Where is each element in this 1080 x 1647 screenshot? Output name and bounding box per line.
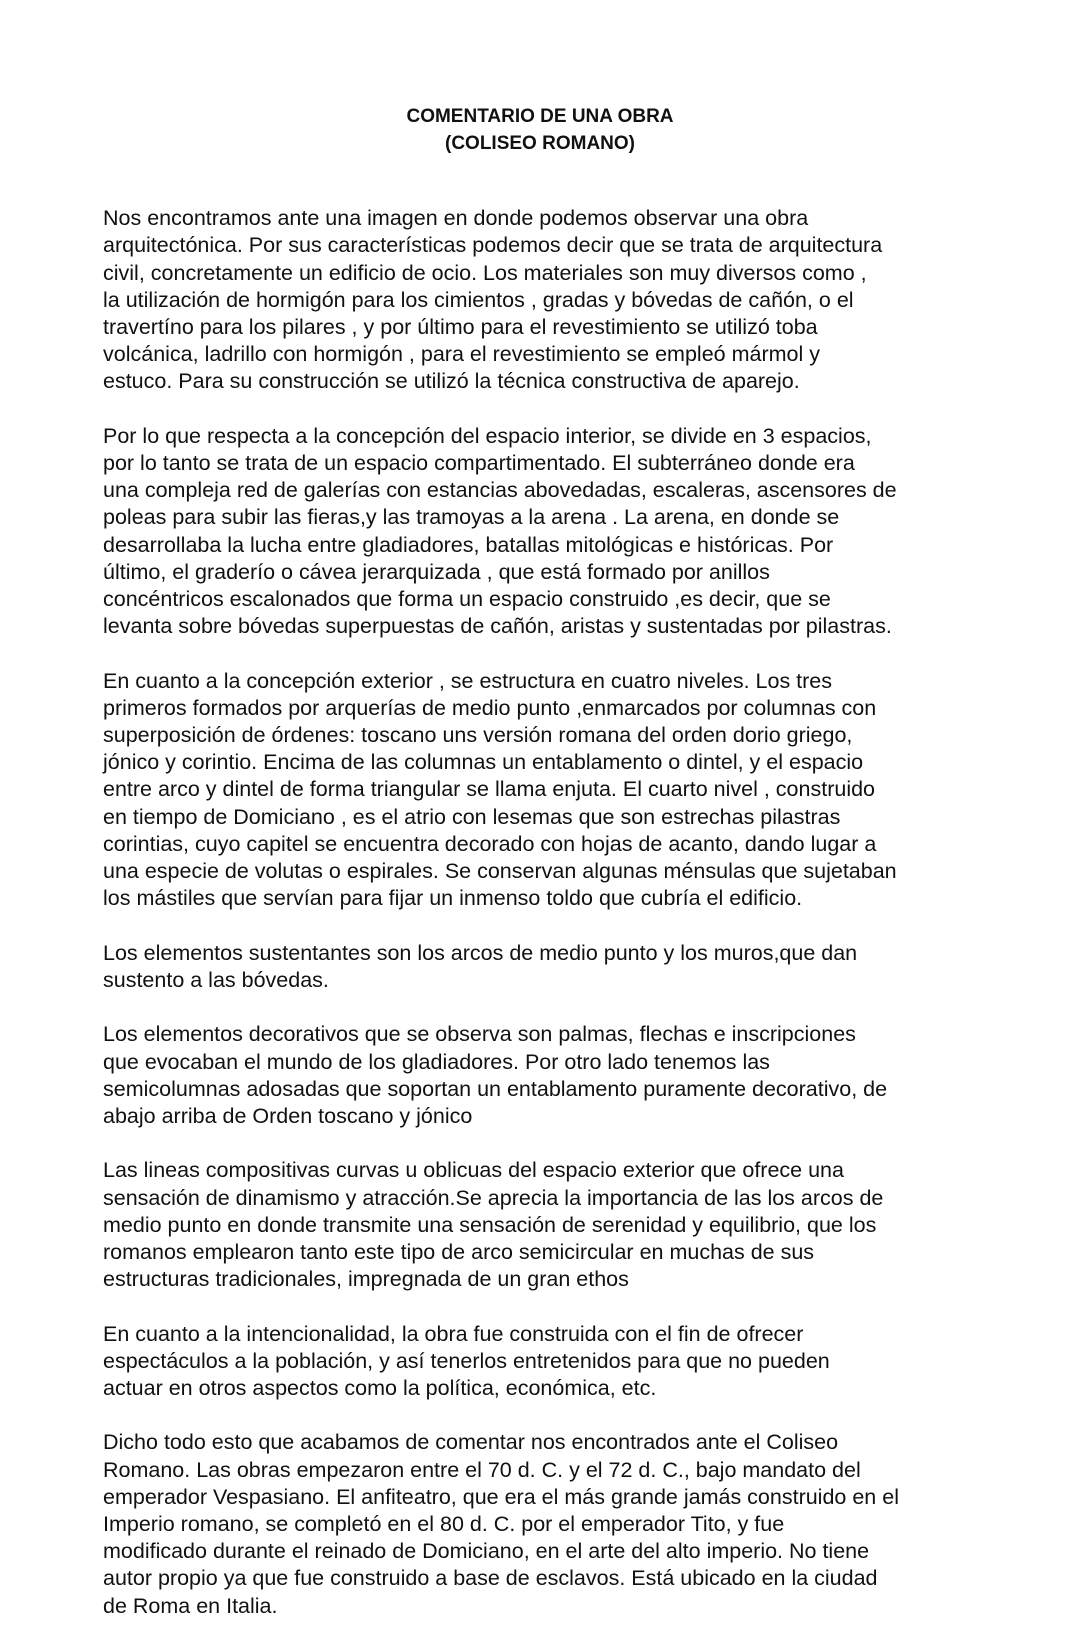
paragraph-intentionality: En cuanto a la intencionalidad, la obra fue construida con el fin de ofrecer espectáculos a la población, y así tenerlos entretenidos para que no pueden actuar en otros aspectos como la política, económica, etc. [103, 1321, 830, 1400]
document-body [103, 178, 988, 1647]
paragraph-decorative-elements: Los elementos decorativos que se observa son palmas, flechas e inscripciones que evocaban el mundo de los gladiadores. Por otro lado tenemos las semicolumnas adosadas que soportan un entablamento puramente decorativo, de abajo arriba de Orden toscano y jónico [103, 1022, 888, 1128]
paragraph-composition-lines: Las lineas compositivas curvas u oblicuas del espacio exterior que ofrece una sensación de dinamismo y atracción.Se aprecia la importancia de las los arcos de medio punto en donde transmite una sensación de serenidad y equilibrio, que los romanos emplearon tanto este tipo de arco semicircular en muchas de sus estructuras tradicionales, impregnada de un gran ethos [103, 1158, 884, 1292]
paragraph-interior-space: Por lo que respecta a la concepción del espacio interior, se divide en 3 espacios, por lo tanto se trata de un espacio compartimentado. El subterráneo donde era una compleja red de galerías con estancias abovedadas, escaleras, ascensores de poleas para subir las fieras,y las tramoyas a la arena . La arena, en donde se desarrollaba la lucha entre gladiadores, batallas mitológicas e históricas. Por último, el graderío o cávea jerarquizada , que está formado por anillos concéntricos escalonados que forma un espacio construido ,es decir, que se levanta sobre bóvedas superpuestas de cañón, aristas y sustentadas por pilastras. [103, 423, 897, 639]
document-title [0, 103, 1080, 157]
title-line-2: (COLISEO ROMANO) [445, 133, 635, 154]
title-line-1: COMENTARIO DE UNA OBRA [406, 106, 674, 127]
paragraph-supporting-elements: Los elementos sustentantes son los arcos de medio punto y los muros,que dan sustento a las bóvedas. [103, 940, 858, 992]
paragraph-identification: Dicho todo esto que acabamos de comentar nos encontrados ante el Coliseo Romano. Las obras empezaron entre el 70 d. C. y el 72 d. C., bajo mandato del emperador Vespasiano. El anfiteatro, que era el más grande jamás construido en el Imperio romano, se completó en el 80 d. C. por el emperador Tito, y fue modificado durante el reinado de Domiciano, en el arte del alto imperio. No tiene autor propio ya que fue construido a base de esclavos. Está ubicado en la ciudad de Roma en Italia. [103, 1430, 899, 1618]
paragraph-exterior-space: En cuanto a la concepción exterior , se estructura en cuatro niveles. Los tres primeros formados por arquerías de medio punto ,enmarcados por columnas con superposición de órdenes: toscano uns versión romana del orden dorio griego, jónico y corintio. Encima de las columnas un entablamento o dintel, y el espacio entre arco y dintel de forma triangular se llama enjuta. El cuarto nivel , construido en tiempo de Domiciano , es el atrio con lesemas que son estrechas pilastras corintias, cuyo capitel se encuentra decorado con hojas de acanto, dando lugar a una especie de volutas o espirales. Se conservan algunas ménsulas que sujetaban los mástiles que servían para fijar un inmenso toldo que cubría el edificio. [103, 668, 897, 911]
paragraph-materials: Nos encontramos ante una imagen en donde podemos observar una obra arquitectónica. Por sus características podemos decir que se trata de arquitectura civil, concretamente un edificio de ocio. Los materiales son muy diversos como , la utilización de hormigón para los cimientos , gradas y bóvedas de cañón, o el travertíno para los pilares , y por último para el revestimiento se utilizó toba volcánica, ladrillo con hormigón , para el revestimiento se empleó mármol y estuco. Para su construcción se utilizó la técnica constructiva de aparejo. [103, 206, 883, 394]
